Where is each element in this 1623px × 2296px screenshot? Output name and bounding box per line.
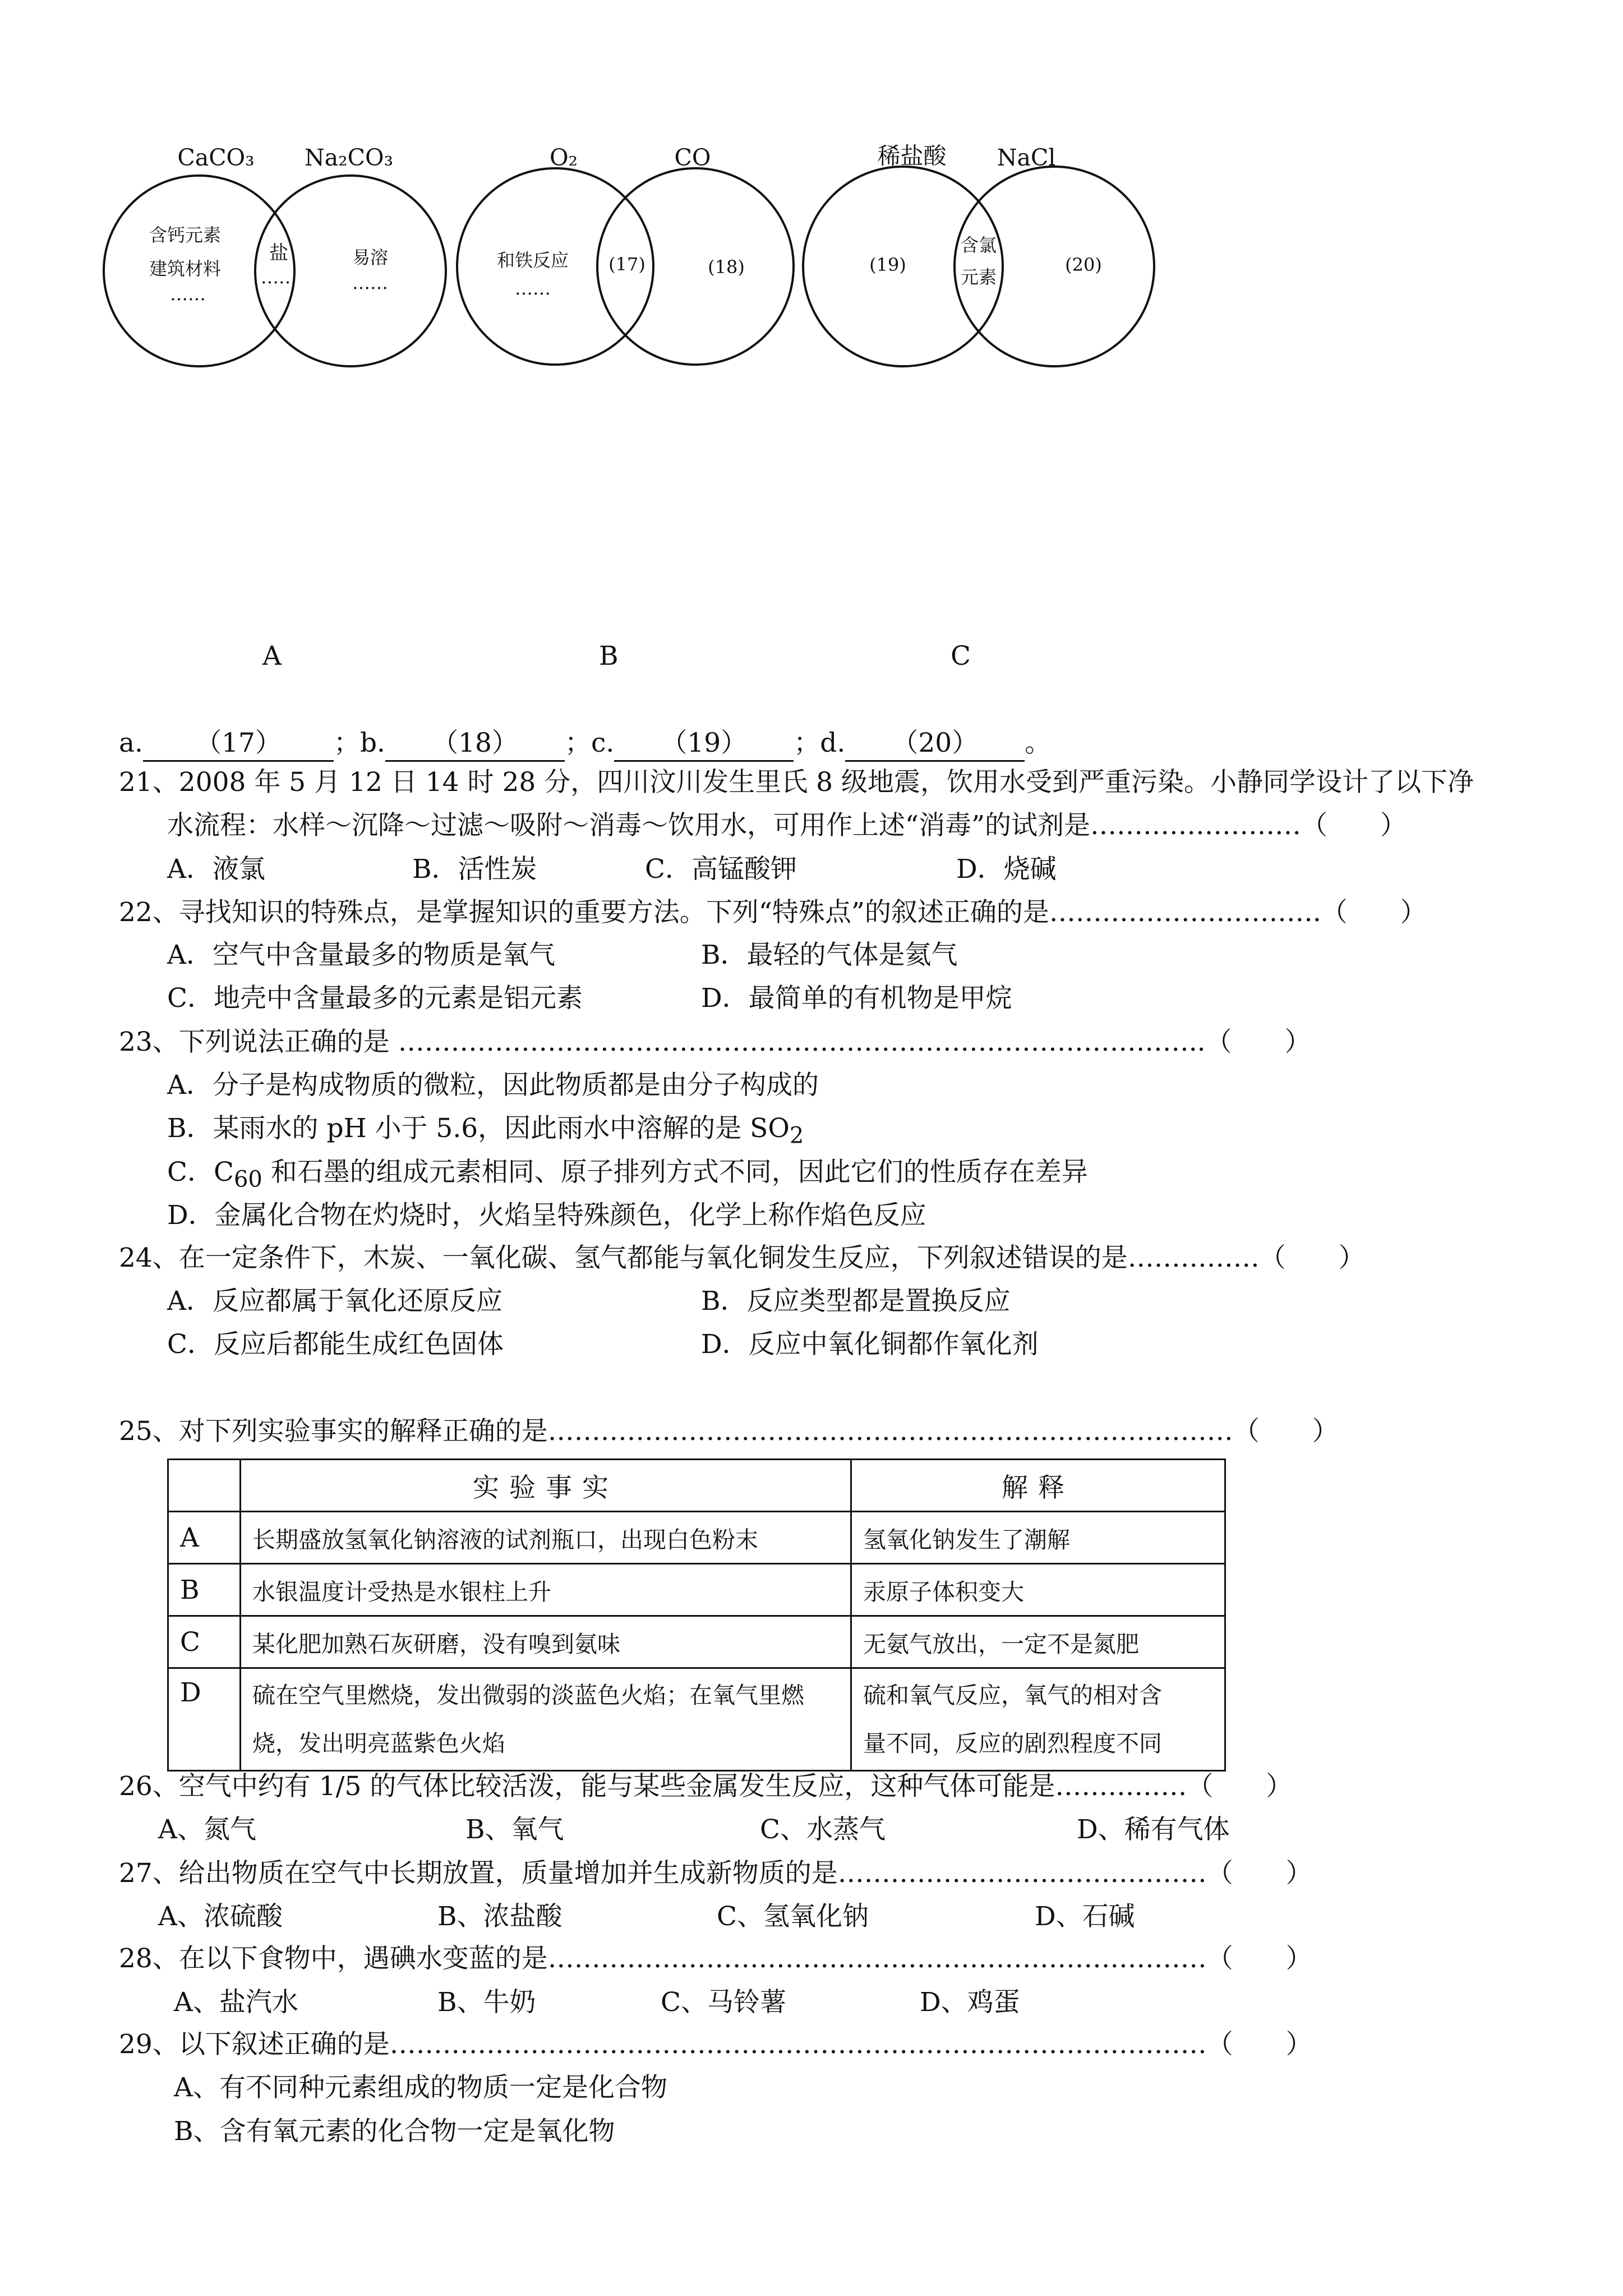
q26-stem: 26、空气中约有 1/5 的气体比较活泼，能与某些金属发生反应，这种气体可能是……………（ ）	[119, 1771, 1293, 1802]
row-c-reason: 无氨气放出，一定不是氮肥	[851, 1616, 1225, 1668]
q23-option-c-sub: 60	[233, 1166, 262, 1193]
q26-option-b[interactable]: B、氧气	[465, 1814, 564, 1845]
q29-option-a[interactable]: A、有不同种元素组成的物质一定是化合物	[174, 2072, 667, 2103]
blank-17[interactable]: （17）	[143, 726, 334, 762]
q24-option-d[interactable]: D．反应中氧化铜都作氧化剂	[701, 1329, 1039, 1360]
table-header-fact: 实验事实	[241, 1460, 851, 1512]
row-d-reason-line-1: 硫和氧气反应，氧气的相对含	[863, 1682, 1162, 1709]
venn-c-caption: C	[951, 641, 971, 671]
blank-18[interactable]: （18）	[385, 726, 565, 762]
venn-b-left-text-2: ……	[515, 278, 551, 299]
fill-c-label: ；c.	[565, 728, 615, 758]
row-d-reason	[851, 1668, 1225, 1771]
q23-option-d[interactable]: D．金属化合物在灼烧时，火焰呈特殊颜色，化学上称作焰色反应	[167, 1200, 926, 1231]
venn-b-right-label: (18)	[708, 256, 745, 278]
table-row	[168, 1668, 1225, 1771]
fill-end: 。	[1025, 728, 1052, 758]
q29-option-b[interactable]: B、含有氧元素的化合物一定是氧化物	[174, 2116, 615, 2147]
q23-option-c[interactable]	[167, 1156, 1088, 1196]
q23-option-b-sub: 2	[789, 1122, 804, 1149]
venn-diagrams	[0, 0, 1623, 393]
q24-option-b[interactable]: B．反应类型都是置换反应	[701, 1286, 1011, 1317]
row-d-key: D	[168, 1668, 241, 1771]
q21-option-d[interactable]: D．烧碱	[956, 854, 1057, 885]
blank-19[interactable]: （19）	[614, 726, 794, 762]
q25-table	[167, 1458, 1226, 1772]
fill-a-label: a.	[119, 728, 143, 758]
table-row	[168, 1616, 1225, 1668]
venn-c-right-label: (20)	[1065, 254, 1102, 275]
q21-line-2: 水流程：水样～沉降～过滤～吸附～消毒～饮用水，可用作上述“消毒”的试剂是……………………（ ）	[167, 810, 1407, 841]
venn-a-mid-dots: ……	[261, 266, 297, 288]
q28-option-d[interactable]: D、鸡蛋	[920, 1987, 1020, 2018]
venn-b-left-text-1: 和铁反应	[496, 250, 569, 271]
row-d-fact-line-1: 硫在空气里燃烧，发出微弱的淡蓝色火焰；在氧气里燃	[252, 1682, 804, 1709]
fill-b-label: ；b.	[333, 728, 385, 758]
row-c-fact: 某化肥加熟石灰研磨，没有嗅到氨味	[241, 1616, 851, 1668]
q27-option-b[interactable]: B、浓盐酸	[437, 1901, 562, 1932]
q23-option-b-text: B．某雨水的 pH 小于 5.6，因此雨水中溶解的是 SO	[167, 1113, 790, 1144]
venn-a-left-text-2: 建筑材料	[149, 258, 222, 279]
q29-stem: 29、以下叙述正确的是…………………………………………………………………………………（ ）	[119, 2029, 1312, 2060]
row-b-reason: 汞原子体积变大	[851, 1564, 1225, 1616]
venn-c-mid-label-1: 含氯	[960, 234, 997, 256]
q28-option-c[interactable]: C、马铃薯	[661, 1987, 786, 2018]
venn-a-mid-label: 盐	[269, 242, 288, 264]
venn-b-mid-label: (17)	[608, 254, 645, 275]
row-b-key: B	[168, 1564, 241, 1616]
row-c-key: C	[168, 1616, 241, 1668]
table-row	[168, 1512, 1225, 1564]
q22-option-a[interactable]: A．空气中含量最多的物质是氧气	[167, 940, 555, 970]
q26-option-d[interactable]: D、稀有气体	[1077, 1814, 1230, 1845]
q28-option-b[interactable]: B、牛奶	[437, 1987, 536, 2018]
row-a-key: A	[168, 1512, 241, 1564]
q25-stem: 25、对下列实验事实的解释正确的是……………………………………………………………………（ ）	[119, 1416, 1339, 1447]
q27-option-d[interactable]: D、石碱	[1035, 1901, 1135, 1932]
table-header-row	[168, 1460, 1225, 1512]
table-row	[168, 1564, 1225, 1616]
row-d-fact-line-2: 烧，发出明亮蓝紫色火焰	[252, 1730, 505, 1757]
q22-option-d[interactable]: D．最简单的有机物是甲烷	[701, 983, 1012, 1014]
q27-option-c[interactable]: C、氢氧化钠	[717, 1901, 869, 1932]
q23-stem: 23、下列说法正确的是 ………………………………………………………………………………..（ ）	[119, 1027, 1311, 1057]
q27-option-a[interactable]: A、浓硫酸	[158, 1901, 283, 1932]
venn-b-caption: B	[599, 641, 619, 671]
q28-option-a[interactable]: A、盐汽水	[174, 1987, 298, 2018]
q22-stem: 22、寻找知识的特殊点，是掌握知识的重要方法。下列“特殊点”的叙述正确的是………………………….（ ）	[119, 897, 1427, 928]
q24-stem: 24、在一定条件下，木炭、一氧化碳、氢气都能与氧化铜发生反应，下列叙述错误的是……………（ ）	[119, 1243, 1365, 1273]
fill-d-label: ；d.	[794, 728, 846, 758]
q22-option-b[interactable]: B．最轻的气体是氦气	[701, 940, 958, 970]
q22-option-c[interactable]: C．地壳中含量最多的元素是铝元素	[167, 983, 583, 1014]
q28-stem: 28、在以下食物中，遇碘水变蓝的是…………………………………………………………………（ ）	[119, 1943, 1312, 1974]
venn-a-left-title: CaCO₃	[177, 144, 255, 171]
q23-option-b[interactable]	[167, 1112, 804, 1152]
q21-option-b[interactable]: B．活性炭	[412, 854, 537, 885]
venn-a-left-text-3: ……	[170, 283, 206, 305]
venn-c-left-label: (19)	[869, 254, 906, 275]
blank-20[interactable]: （20）	[845, 726, 1025, 762]
venn-b-left-title: O₂	[549, 144, 578, 171]
venn-a-right-text-1: 易溶	[352, 247, 389, 268]
row-b-fact: 水银温度计受热是水银柱上升	[241, 1564, 851, 1616]
q26-option-c[interactable]: C、水蒸气	[760, 1814, 886, 1845]
venn-a-caption: A	[262, 641, 282, 671]
row-d-fact	[241, 1668, 851, 1771]
venn-c-left-title: 稀盐酸	[877, 142, 947, 169]
q23-option-c-pre: C．C	[167, 1157, 234, 1188]
venn-c-mid-label-2: 元素	[960, 266, 997, 288]
q26-option-a[interactable]: A、氮气	[158, 1814, 256, 1845]
q21-option-a[interactable]: A．液氯	[167, 854, 265, 885]
venn-a-right-title: Na₂CO₃	[304, 144, 394, 171]
q23-option-a[interactable]: A．分子是构成物质的微粒，因此物质都是由分子构成的	[167, 1070, 819, 1101]
venn-c-right-title: NaCl	[997, 144, 1056, 171]
row-a-reason: 氢氧化钠发生了潮解	[851, 1512, 1225, 1564]
row-a-fact: 长期盛放氢氧化钠溶液的试剂瓶口，出现白色粉末	[241, 1512, 851, 1564]
q21-option-c[interactable]: C．高锰酸钾	[645, 854, 797, 885]
q27-stem: 27、给出物质在空气中长期放置，质量增加并生成新物质的是……………………………………（ ）	[119, 1858, 1312, 1889]
table-header-key	[168, 1460, 241, 1512]
venn-a-right-text-2: ……	[352, 272, 388, 293]
row-d-reason-line-2: 量不同，反应的剧烈程度不同	[863, 1730, 1162, 1757]
venn-a-left-text-1: 含钙元素	[149, 224, 222, 246]
q24-option-c[interactable]: C．反应后都能生成红色固体	[167, 1329, 504, 1360]
table-header-reason: 解释	[851, 1460, 1225, 1512]
q21-line-1: 21、2008 年 5 月 12 日 14 时 28 分，四川汶川发生里氏 8 级地震，饮用水受到严重污染。小静同学设计了以下净	[119, 767, 1474, 798]
q24-option-a[interactable]: A．反应都属于氧化还原反应	[167, 1286, 502, 1317]
venn-b-right-title: CO	[674, 144, 711, 171]
q23-option-c-post: 和石墨的组成元素相同、原子排列方式不同，因此它们的性质存在差异	[262, 1157, 1088, 1188]
fill-in-line	[119, 726, 1051, 762]
